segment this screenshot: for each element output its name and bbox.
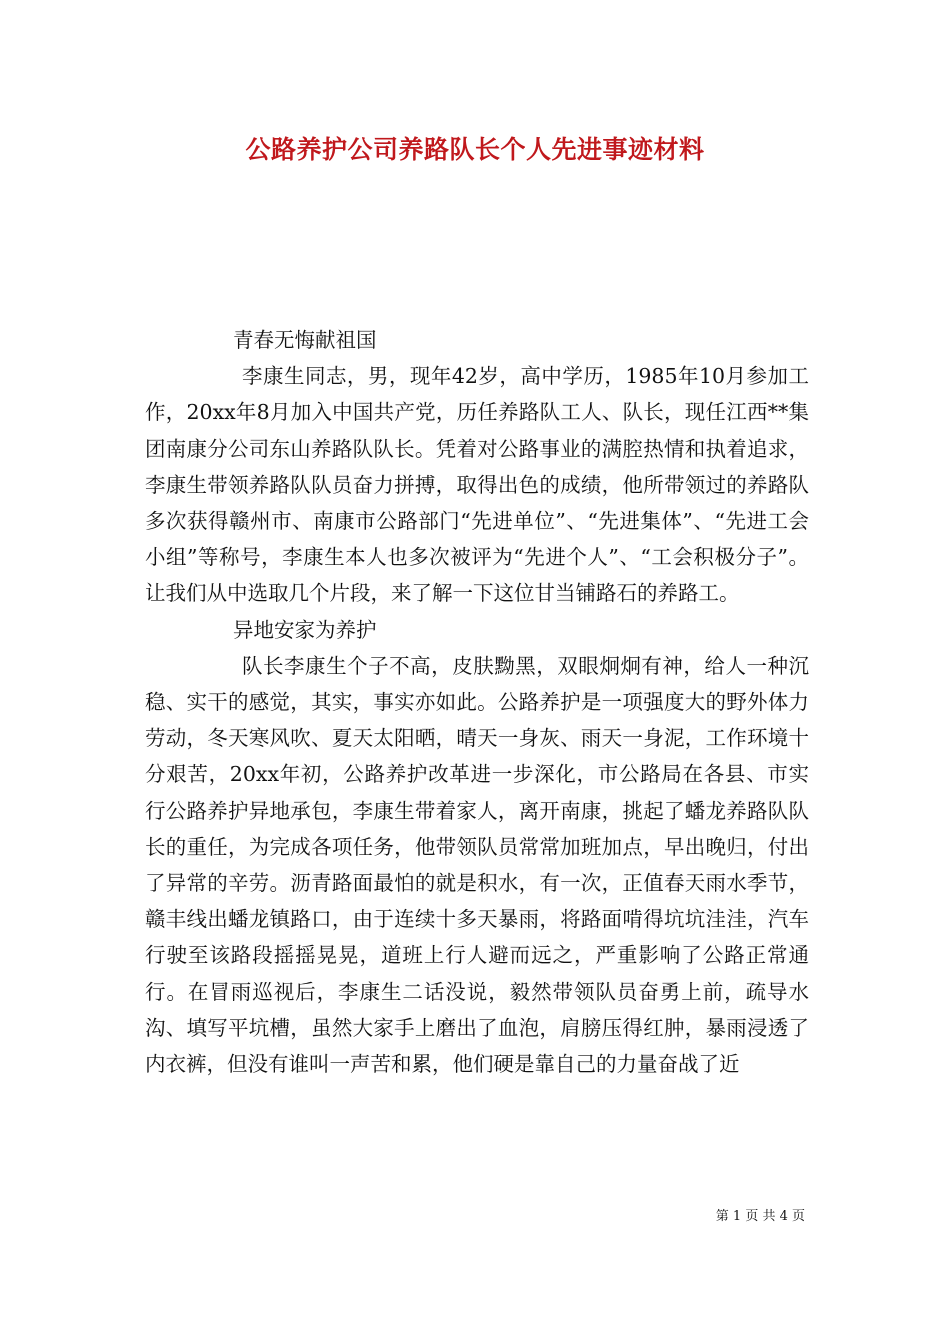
document-title: 公路养护公司养路队长个人先进事迹材料: [245, 135, 705, 164]
page-footer: 第 1 页 共 4 页: [715, 1209, 805, 1224]
section-paragraph: 李康生同志，男，现年42岁，高中学历，1985年10月参加工作，20xx年8月加入中国共产党，历任养路队工人、队长，现任江西**集团南康分公司东山养路队队长。凭着对公路事业的满腔热情和执着追求，李康生带领养路队队员奋力拼搏，取得出色的成绩，他所带领过的养路队多次获得赣州市、南康市公路部门“先进单位”、“先进集体”、“先进工会小组”等称号，李康生本人也多次被评为“先进个人”、“工会积极分子”。让我们从中选取几个片段，来了解一下这位甘当铺路石的养路工。: [145, 364, 809, 606]
section-heading: 异地安家为养护: [233, 617, 377, 642]
document-body: [145, 322, 809, 1082]
section-heading: 青春无悔献祖国: [233, 328, 377, 352]
section-paragraph: 队长李康生个子不高，皮肤黝黑，双眼炯炯有神，给人一种沉稳、实干的感觉，其实，事实亦如此。公路养护是一项强度大的野外体力劳动，冬天寒风吹、夏天太阳晒，晴天一身灰、雨天一身泥，工作环境十分艰苦，20xx年初，公路养护改革进一步深化，市公路局在各县、市实行公路养护异地承包，李康生带着家人，离开南康，挑起了蟠龙养路队队长的重任，为完成各项任务，他带领队员常常加班加点，早出晚归，付出了异常的辛劳。沥青路面最怕的就是积水，有一次，正值春天雨水季节，赣丰线出蟠龙镇路口，由于连续十多天暴雨，将路面啃得坑坑洼洼，汽车行驶至该路段摇摇晃晃，道班上行人避而远之，严重影响了公路正常通行。在冒雨巡视后，李康生二话没说，毅然带领队员奋勇上前，疏导水沟、填写平坑槽，虽然大家手上磨出了血泡，肩膀压得红肿，暴雨浸透了内衣裤，但没有谁叫一声苦和累，他们硬是靠自己的力量奋战了近: [145, 653, 809, 1077]
